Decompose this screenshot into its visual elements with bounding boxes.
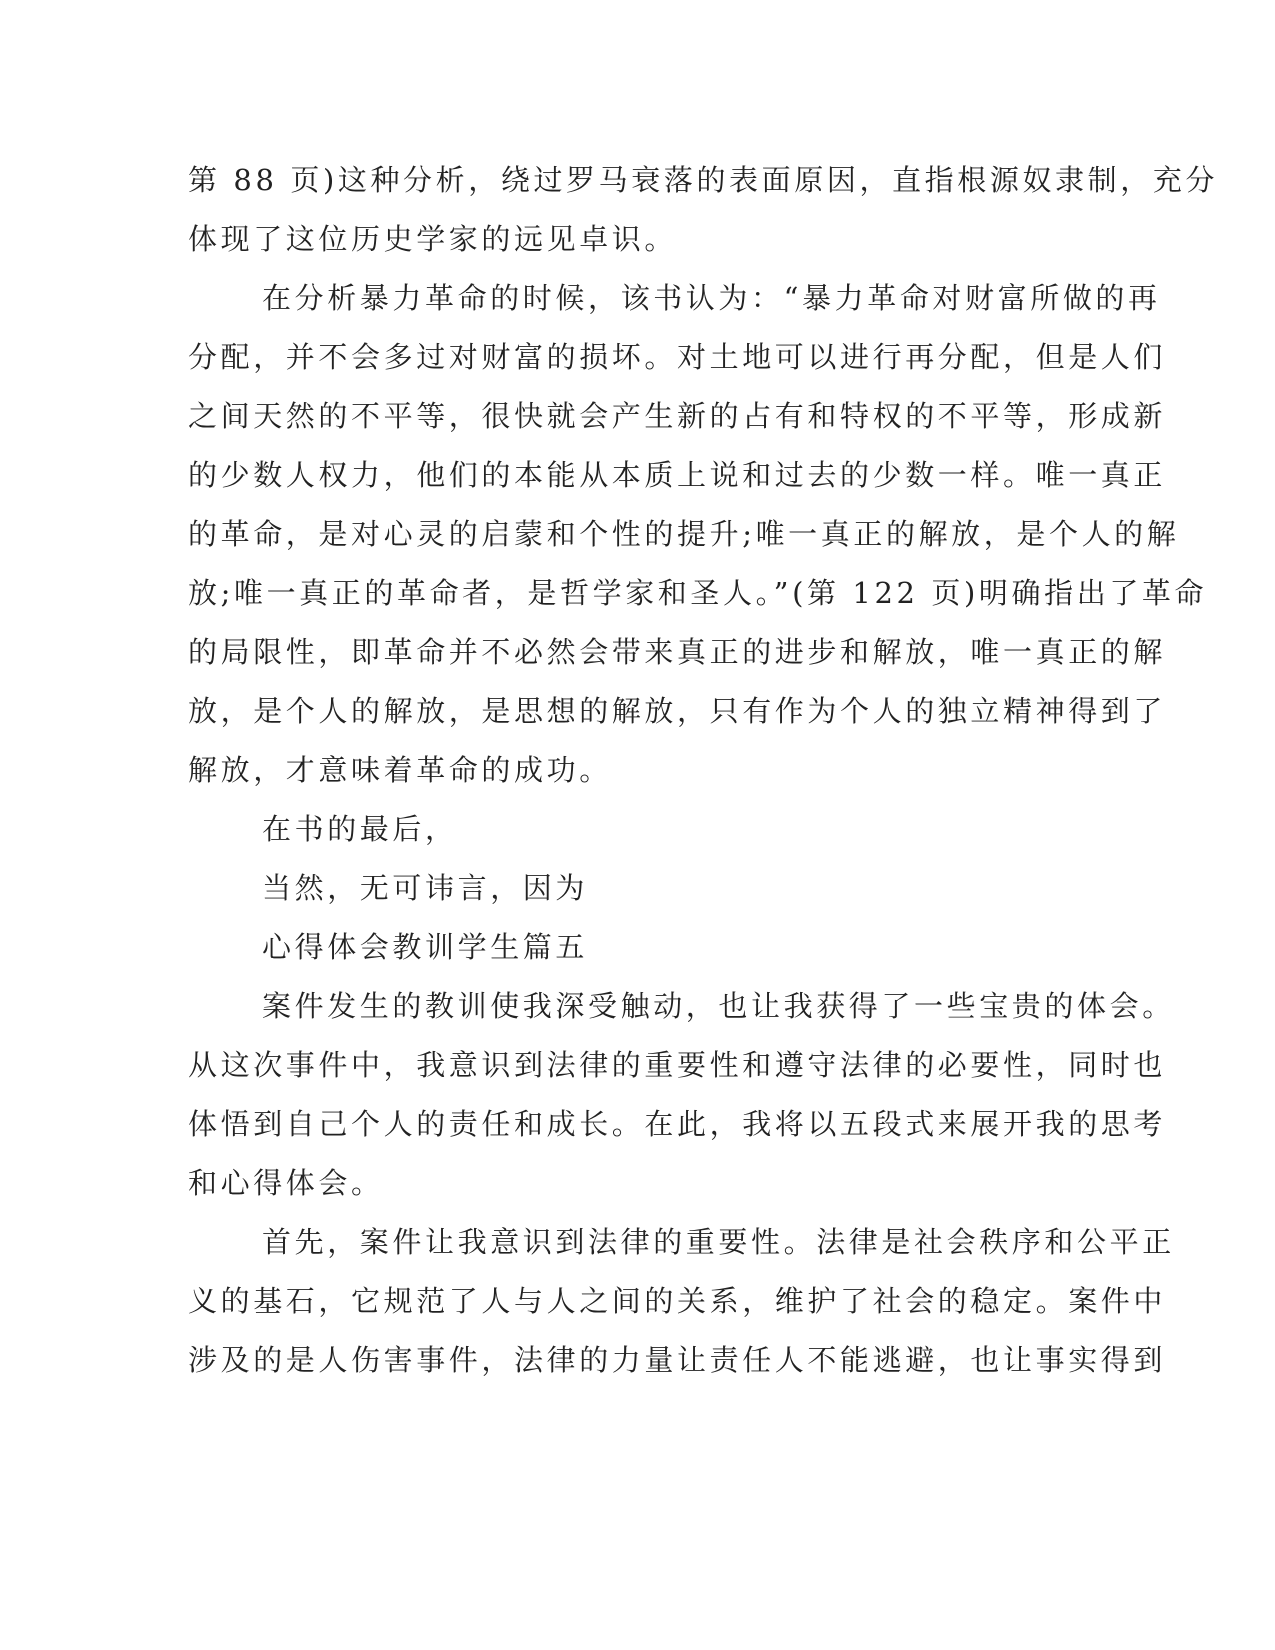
paragraph-start-line: 当然，无可讳言，因为 xyxy=(262,871,589,905)
section-heading: 心得体会教训学生篇五 xyxy=(262,930,589,964)
text-line: 体悟到自己个人的责任和成长。在此，我将以五段式来展开我的思考 xyxy=(188,1107,1167,1141)
text-line: 分配，并不会多过对财富的损坏。对土地可以进行再分配，但是人们 xyxy=(188,340,1167,374)
paragraph-start-line: 案件发生的教训使我深受触动，也让我获得了一些宝贵的体会。 xyxy=(262,989,1175,1023)
text-line: 和心得体会。 xyxy=(188,1166,384,1200)
paragraph-start-line: 首先，案件让我意识到法律的重要性。法律是社会秩序和公平正 xyxy=(262,1225,1175,1259)
text-line: 从这次事件中，我意识到法律的重要性和遵守法律的必要性，同时也 xyxy=(188,1048,1167,1082)
text-line: 放，是个人的解放，是思想的解放，只有作为个人的独立精神得到了 xyxy=(188,694,1167,728)
paragraph-start-line: 在书的最后， xyxy=(262,812,458,846)
text-line: 之间天然的不平等，很快就会产生新的占有和特权的不平等，形成新 xyxy=(188,399,1167,433)
text-line: 第 88 页)这种分析，绕过罗马衰落的表面原因，直指根源奴隶制，充分 xyxy=(188,163,1219,197)
paragraph-start-line: 在分析暴力革命的时候，该书认为：“暴力革命对财富所做的再 xyxy=(262,281,1161,315)
text-line: 放;唯一真正的革命者，是哲学家和圣人。”(第 122 页)明确指出了革命 xyxy=(188,576,1208,610)
text-line: 的少数人权力，他们的本能从本质上说和过去的少数一样。唯一真正 xyxy=(188,458,1167,492)
text-line: 义的基石，它规范了人与人之间的关系，维护了社会的稳定。案件中 xyxy=(188,1284,1167,1318)
text-line: 的革命，是对心灵的启蒙和个性的提升;唯一真正的解放，是个人的解 xyxy=(188,517,1180,551)
text-line: 解放，才意味着革命的成功。 xyxy=(188,753,612,787)
text-line: 的局限性，即革命并不必然会带来真正的进步和解放，唯一真正的解 xyxy=(188,635,1167,669)
text-line: 体现了这位历史学家的远见卓识。 xyxy=(188,222,678,256)
text-line: 涉及的是人伤害事件，法律的力量让责任人不能逃避，也让事实得到 xyxy=(188,1343,1167,1377)
